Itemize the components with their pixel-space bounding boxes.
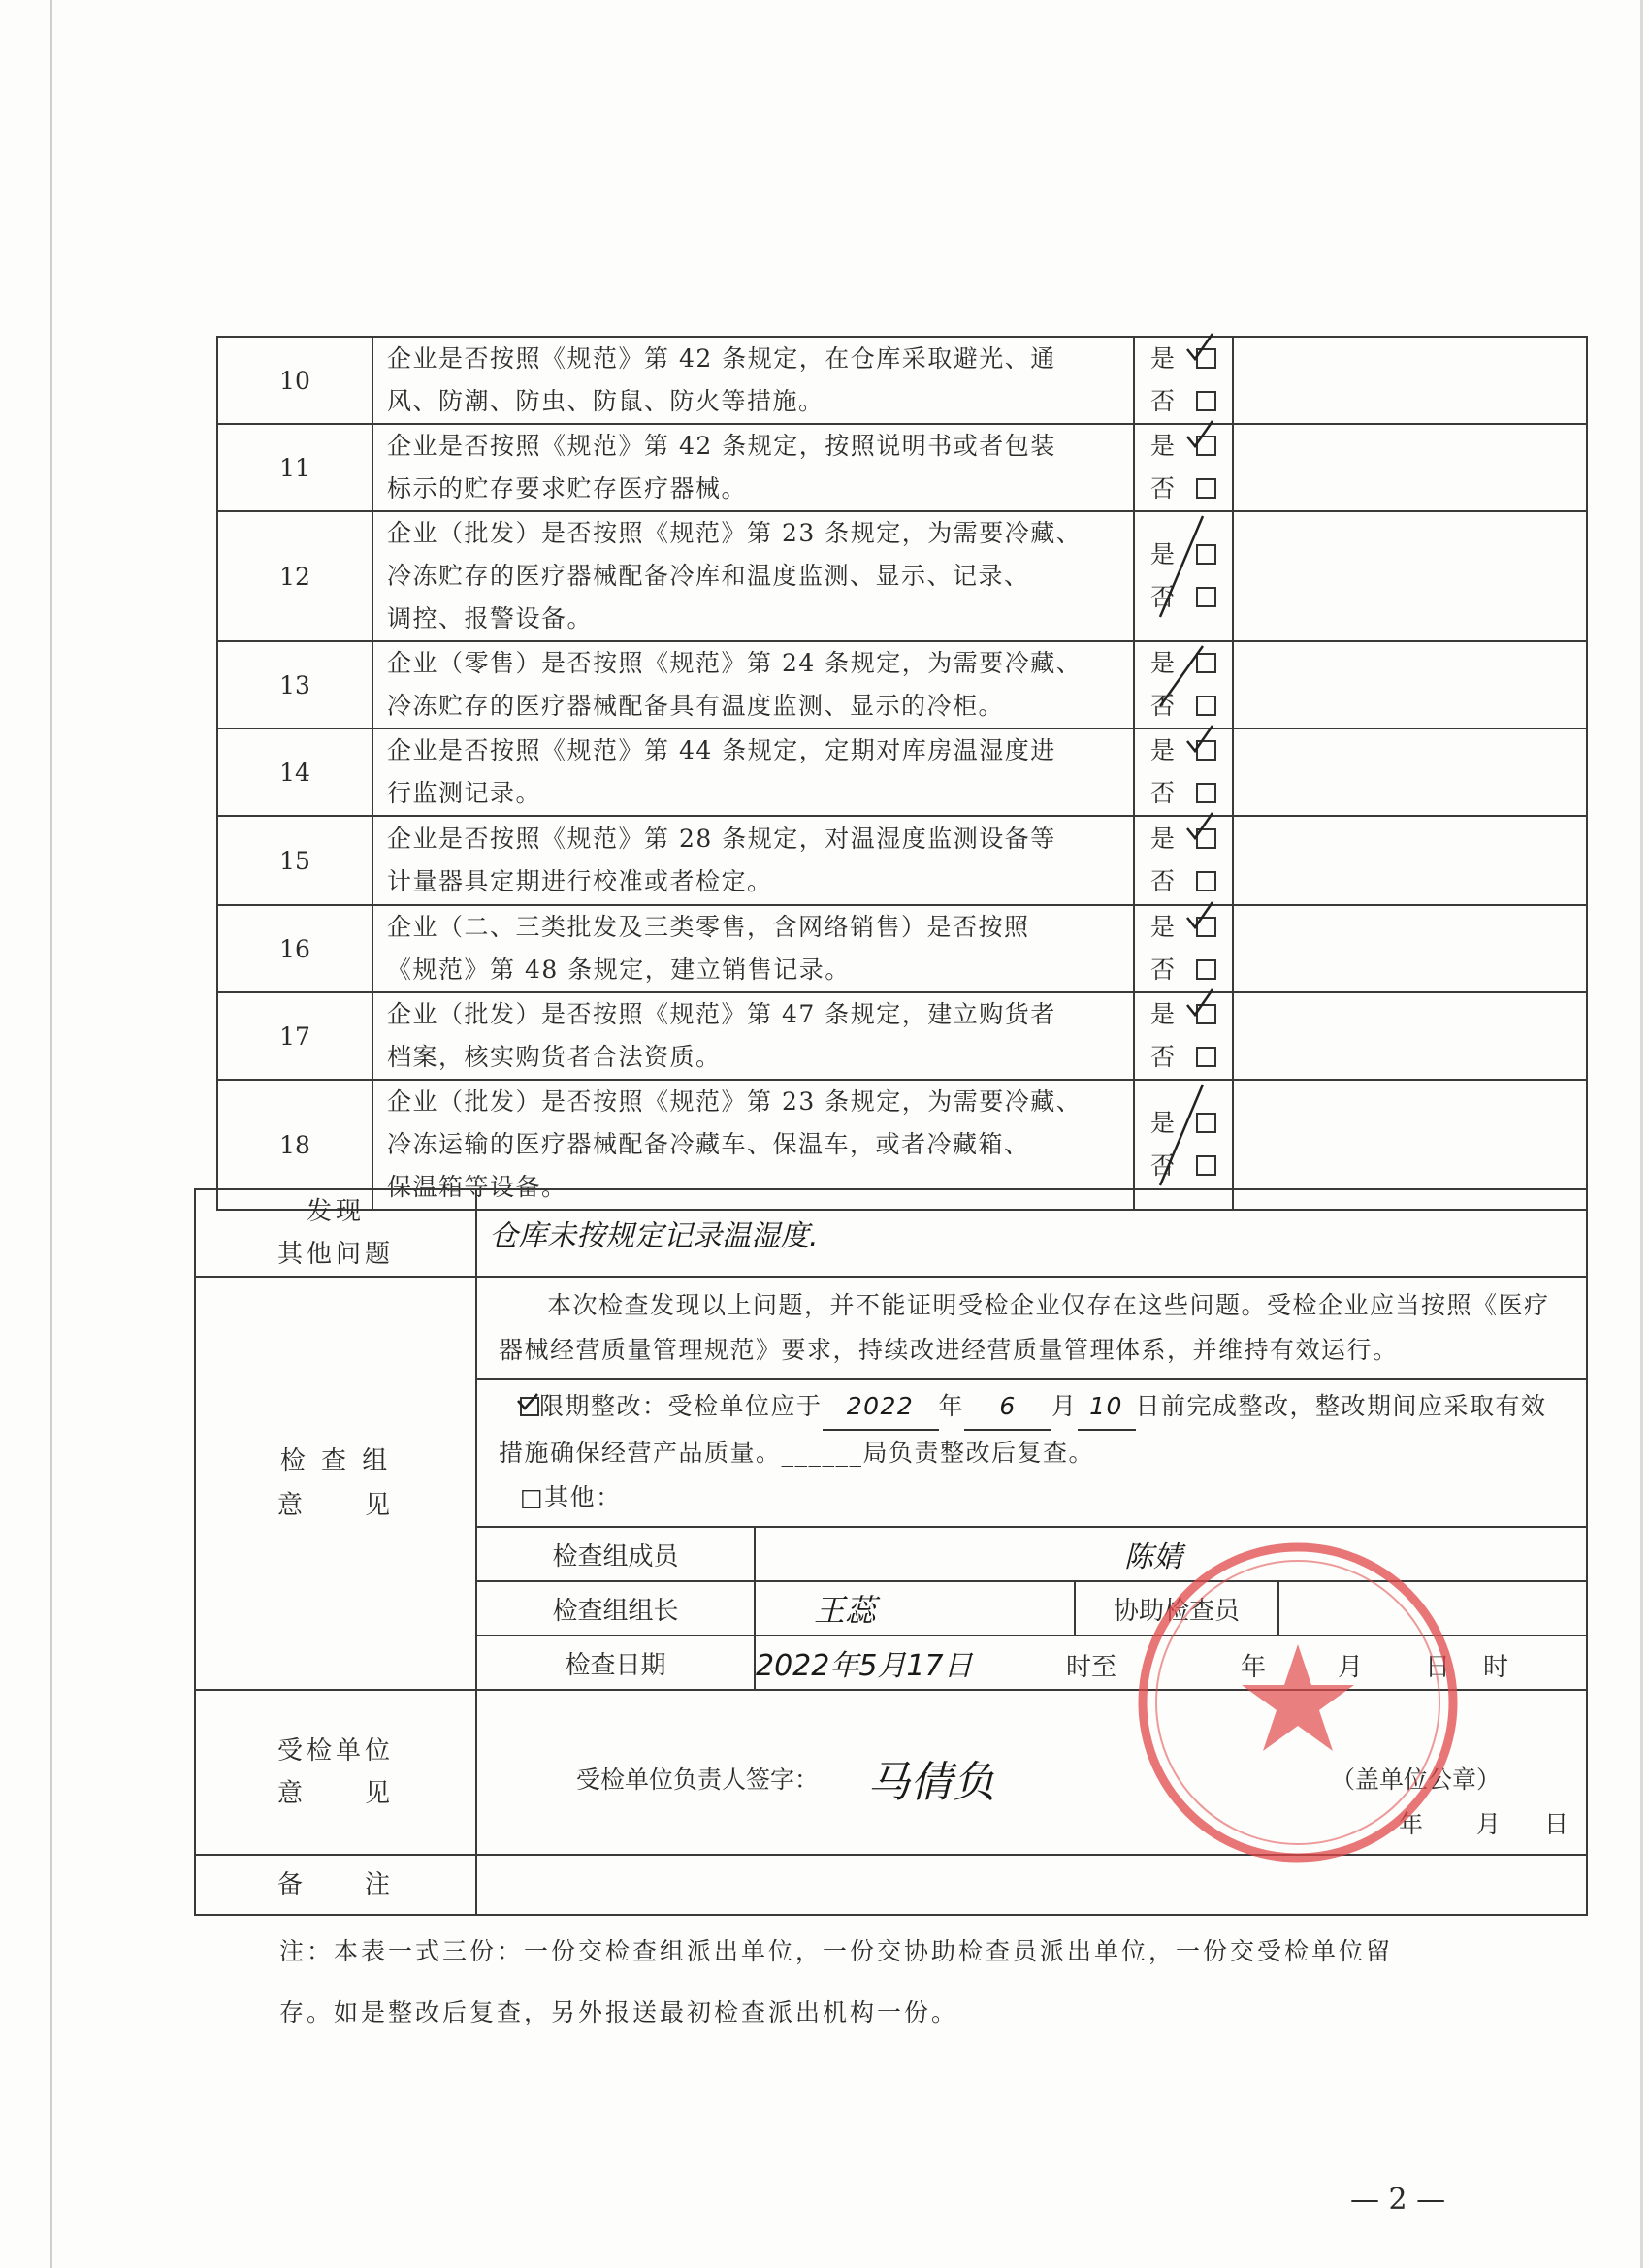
- date-label: 检查日期: [477, 1636, 755, 1689]
- item-row: [217, 992, 1587, 1080]
- group-opinion-label-2: 意 见: [276, 1491, 394, 1520]
- item-number: 10: [217, 337, 372, 424]
- check-icon: [1183, 419, 1214, 452]
- item-question-line: 企业（零售）是否按照《规范》第 24 条规定，为需要冷藏、: [387, 649, 1083, 677]
- group-opinion-label-1: 检 查 组: [279, 1446, 392, 1475]
- option-no: [1150, 860, 1232, 903]
- option-no-label: 否: [1150, 692, 1176, 720]
- item-yes-no: [1134, 816, 1233, 905]
- group-opinion-paragraph: 本次检查发现以上问题，并不能证明受检企业仅存在这些问题。受检企业应当按照《医疗器械经营质量管理规范》要求，持续改进经营质量管理体系，并维持有效运行。: [477, 1278, 1586, 1380]
- item-question-line: 冷冻运输的医疗器械配备冷藏车、保温车，或者冷藏箱、: [387, 1130, 1030, 1158]
- remarks-label: 备 注: [195, 1855, 476, 1915]
- option-yes-label: 是: [1150, 649, 1176, 677]
- item-number: 15: [217, 816, 372, 905]
- time-hour-unit: 时: [1483, 1653, 1509, 1682]
- company-seal: [1133, 1538, 1463, 1867]
- time-from: 时至: [1066, 1653, 1117, 1682]
- leader-label: 检查组组长: [477, 1581, 755, 1636]
- option-no: [1150, 772, 1232, 815]
- other-issues-row: [195, 1189, 1587, 1277]
- option-no-label: 否: [1150, 387, 1176, 415]
- other-issues-label: [195, 1189, 476, 1277]
- item-question: [372, 511, 1134, 641]
- item-question-line: 《规范》第 48 条规定，建立销售记录。: [387, 956, 851, 984]
- unit-opinion-label: [195, 1690, 476, 1855]
- item-yes-no: [1134, 729, 1233, 816]
- rectification-line-1: [499, 1384, 1574, 1431]
- item-row: [217, 729, 1587, 816]
- item-number: 13: [217, 641, 372, 729]
- footnote-line-2: 存。如是整改后复查，另外报送最初检查派出机构一份。: [279, 1998, 959, 2026]
- item-question-line: 风、防潮、防虫、防鼠、防火等措施。: [387, 387, 824, 415]
- option-no-checkbox[interactable]: [1196, 478, 1216, 499]
- item-row: [217, 424, 1587, 511]
- item-question-line: 保温箱等设备。: [387, 1173, 567, 1201]
- members-signature: 陈婧: [1124, 1540, 1182, 1574]
- option-no-label: 否: [1150, 867, 1176, 895]
- item-row: [217, 905, 1587, 992]
- item-question-line: 冷冻贮存的医疗器械配备冷库和温度监测、显示、记录、: [387, 562, 1030, 590]
- item-question: [372, 424, 1134, 511]
- assistant-label: 协助检查员: [1075, 1581, 1278, 1636]
- check-icon: [1183, 900, 1214, 933]
- item-question: [372, 729, 1134, 816]
- item-question-line: 调控、报警设备。: [387, 604, 594, 632]
- item-remark-cell: [1233, 641, 1587, 729]
- scan-edge-left: [50, 0, 52, 2268]
- item-row: [217, 511, 1587, 641]
- item-yes-no: [1134, 511, 1233, 641]
- item-remark-cell: [1233, 905, 1587, 992]
- option-no: [1150, 1036, 1232, 1079]
- item-number: 18: [217, 1080, 372, 1210]
- rectification-day: 10: [1078, 1384, 1136, 1431]
- item-row: [217, 641, 1587, 729]
- item-remark-cell: [1233, 816, 1587, 905]
- check-icon: [516, 1393, 539, 1414]
- option-no-label: 否: [1150, 956, 1176, 984]
- item-number: 12: [217, 511, 372, 641]
- item-number: 14: [217, 729, 372, 816]
- rectification-prefix: 限期整改：受检单位应于: [539, 1392, 823, 1420]
- item-remark-cell: [1233, 424, 1587, 511]
- inspection-date: 2022年5月17日: [756, 1649, 973, 1683]
- item-question: [372, 641, 1134, 729]
- page-number: — 2 —: [1350, 2183, 1446, 2217]
- unit-opinion-label-1: 受检单位: [276, 1736, 394, 1766]
- item-yes-no: [1134, 905, 1233, 992]
- footnote-line-1: 注：本表一式三份：一份交检查组派出单位，一份交协助检查员派出单位，一份交受检单位留: [279, 1937, 1394, 1965]
- option-yes-label: 是: [1150, 344, 1176, 373]
- seal-star-icon: [1242, 1644, 1354, 1751]
- scan-edge-right: [1640, 0, 1643, 2268]
- item-yes-no: [1134, 641, 1233, 729]
- option-no-checkbox[interactable]: [1196, 959, 1216, 980]
- option-no-label: 否: [1150, 583, 1176, 611]
- slash-icon: [1156, 512, 1207, 627]
- unit-sign-label: 受检单位负责人签字：: [576, 1766, 820, 1794]
- seal-label: （盖单位公章）: [1331, 1766, 1502, 1794]
- item-question: [372, 992, 1134, 1080]
- option-no-label: 否: [1150, 474, 1176, 502]
- other-issues-label-2: 其他问题: [276, 1240, 394, 1269]
- item-remark-cell: [1233, 729, 1587, 816]
- item-question-line: 标示的贮存要求贮存医疗器械。: [387, 474, 748, 502]
- item-number: 17: [217, 992, 372, 1080]
- option-yes-label: 是: [1150, 1109, 1176, 1137]
- item-remark-cell: [1233, 337, 1587, 424]
- option-yes-label: 是: [1150, 736, 1176, 764]
- option-no-label: 否: [1150, 1043, 1176, 1071]
- option-no-label: 否: [1150, 1151, 1176, 1180]
- item-yes-no: [1134, 992, 1233, 1080]
- rectification-line-2: 措施确保经营产品质量。______局负责整改后复查。: [499, 1439, 1095, 1467]
- rectification-block: [477, 1380, 1586, 1526]
- option-yes-label: 是: [1150, 1000, 1176, 1028]
- other-issues-handwritten: 仓库未按规定记录温湿度.: [489, 1219, 819, 1253]
- item-yes-no: [1134, 424, 1233, 511]
- time-year-unit: 年: [1241, 1653, 1267, 1682]
- rectification-year-unit: 年: [938, 1392, 965, 1420]
- item-question-line: 行监测记录。: [387, 779, 542, 807]
- option-no-checkbox[interactable]: [1196, 783, 1216, 803]
- option-yes-label: 是: [1150, 913, 1176, 941]
- unit-opinion-label-2: 意 见: [276, 1779, 394, 1808]
- other-issues-label-1: 发现: [306, 1197, 365, 1226]
- rectification-suffix: 日前完成整改，整改期间应采取有效: [1135, 1392, 1547, 1420]
- option-no-label: 否: [1150, 779, 1176, 807]
- slash-icon: [1156, 1081, 1207, 1195]
- rectification-month-unit: 月: [1051, 1392, 1078, 1420]
- item-question-line: 企业是否按照《规范》第 42 条规定，在仓库采取避光、通: [387, 344, 1056, 373]
- item-question: [372, 905, 1134, 992]
- rectification-month: 6: [964, 1384, 1051, 1431]
- item-number: 11: [217, 424, 372, 511]
- option-no-checkbox[interactable]: [1196, 871, 1216, 891]
- group-opinion-label: [195, 1277, 476, 1690]
- rectification-checkbox[interactable]: [520, 1397, 539, 1416]
- item-remark-cell: [1233, 511, 1587, 641]
- item-question-line: 企业（批发）是否按照《规范》第 23 条规定，为需要冷藏、: [387, 519, 1083, 547]
- option-no-checkbox[interactable]: [1196, 1047, 1216, 1067]
- option-yes-label: 是: [1150, 540, 1176, 568]
- slash-icon: [1156, 642, 1207, 716]
- item-question-line: 企业（二、三类批发及三类零售，含网络销售）是否按照: [387, 913, 1030, 941]
- members-label: 检查组成员: [477, 1527, 755, 1581]
- item-question-line: 计量器具定期进行校准或者检定。: [387, 867, 773, 895]
- check-icon: [1183, 332, 1214, 365]
- time-day-unit: 日: [1425, 1653, 1451, 1682]
- item-question-line: 企业是否按照《规范》第 42 条规定，按照说明书或者包装: [387, 432, 1056, 460]
- check-icon: [1183, 988, 1214, 1021]
- check-icon: [1183, 724, 1214, 757]
- item-question: [372, 337, 1134, 424]
- item-remark-cell: [1233, 992, 1587, 1080]
- check-icon: [1183, 811, 1214, 844]
- rectification-year: 2022: [823, 1384, 939, 1431]
- item-question-line: 企业（批发）是否按照《规范》第 47 条规定，建立购货者: [387, 1000, 1056, 1028]
- leader-signature: 王蕊: [814, 1592, 877, 1629]
- time-month-unit: 月: [1338, 1653, 1364, 1682]
- unit-month-unit: 月: [1476, 1810, 1502, 1838]
- item-row: [217, 337, 1587, 424]
- unit-day-unit: 日: [1544, 1810, 1569, 1838]
- option-no-checkbox[interactable]: [1196, 391, 1216, 411]
- unit-sign-signature: 马倩负: [867, 1758, 995, 1807]
- option-no: [1150, 380, 1232, 423]
- option-yes-label: 是: [1150, 825, 1176, 853]
- item-question: [372, 816, 1134, 905]
- item-question-line: 企业是否按照《规范》第 28 条规定，对温湿度监测设备等: [387, 825, 1056, 853]
- item-question-line: 档案，核实购货者合法资质。: [387, 1043, 722, 1071]
- item-question-line: 企业是否按照《规范》第 44 条规定，定期对库房温湿度进: [387, 736, 1056, 764]
- option-no: [1150, 949, 1232, 991]
- inspection-items-table: [216, 336, 1588, 1211]
- item-question-line: 冷冻贮存的医疗器械配备具有温度监测、显示的冷柜。: [387, 692, 1005, 720]
- unit-year-unit: 年: [1399, 1810, 1424, 1838]
- item-question-line: 企业（批发）是否按照《规范》第 23 条规定，为需要冷藏、: [387, 1087, 1083, 1116]
- item-number: 16: [217, 905, 372, 992]
- option-yes-label: 是: [1150, 432, 1176, 460]
- option-no: [1150, 468, 1232, 510]
- item-row: [217, 816, 1587, 905]
- item-yes-no: [1134, 337, 1233, 424]
- other-option: □其他：: [520, 1483, 622, 1511]
